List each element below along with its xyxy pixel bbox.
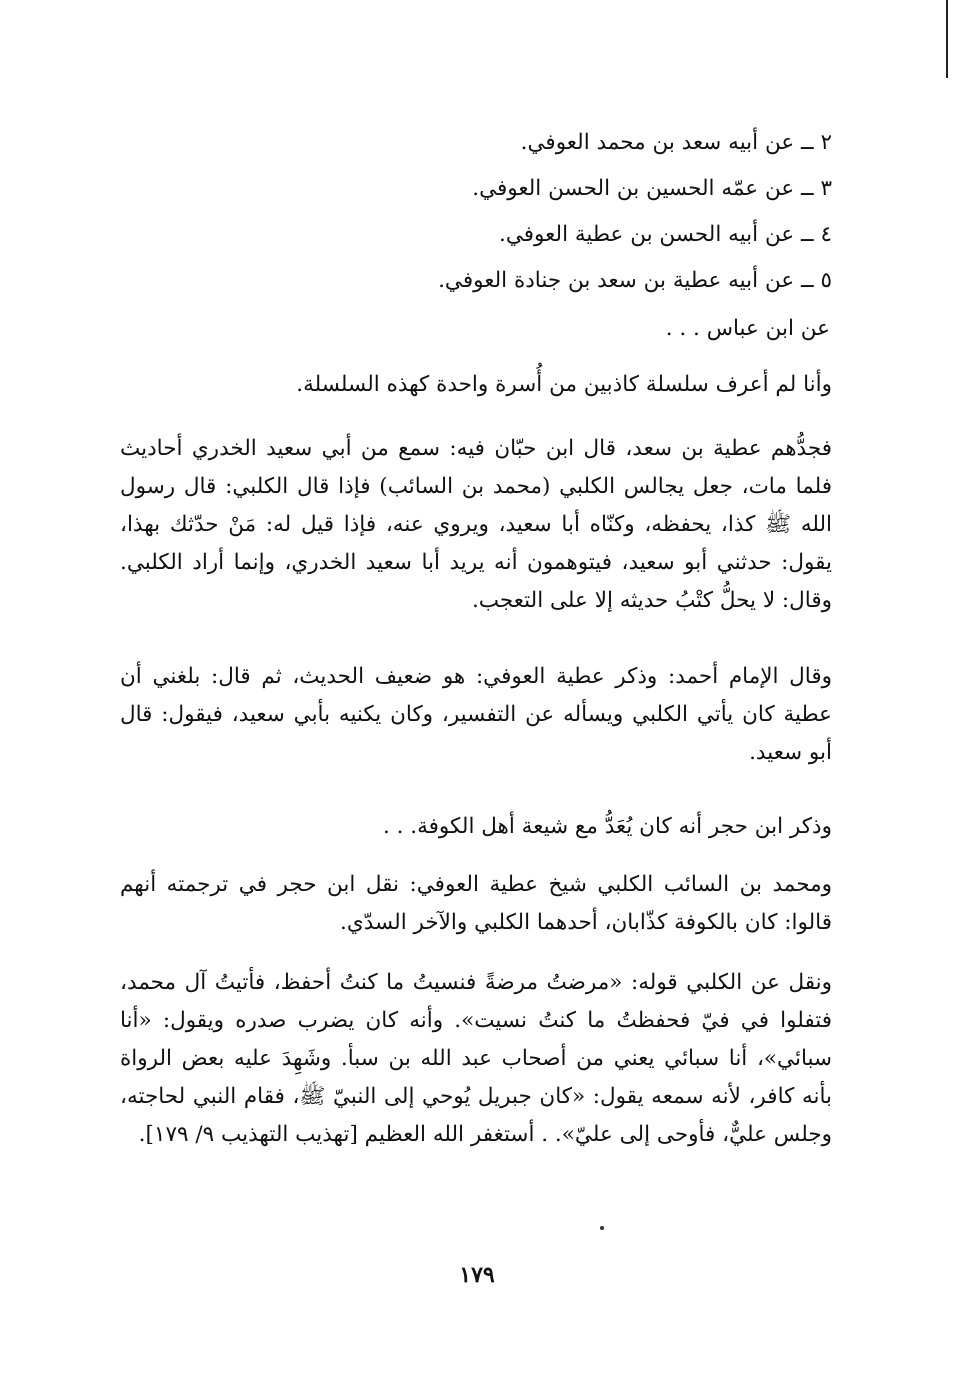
page-number: ١٧٩	[459, 1262, 495, 1288]
ink-dot	[600, 1226, 604, 1230]
paragraph-imam-ahmad: وقال الإمام أحمد: وذكر عطية العوفي: هو ضعيف الحديث، ثم قال: بلغني أن عطية كان يأتي الكلبي ويسأله عن التفسير، وكان يكنيه بأبي سعيد، فيقول: قال أبو سعيد.	[120, 664, 832, 765]
paragraph-family-chain: وأنا لم أعرف سلسلة كاذبين من أُسرة واحدة كهذه السلسلة.	[296, 372, 832, 397]
chain-item-2: ٢ ــ عن أبيه سعد بن محمد العوفي.	[520, 130, 832, 155]
paragraph-kalbi-quote: ونقل عن الكلبي قوله: «مرضتُ مرضةً فنسيتُ ما كنتُ أحفظ، فأتيتُ آل محمد، فتفلوا في فيّ فحفظتُ ما كنتُ نسيت». وأنه كان يضرب صدره ويقول: «أنا سبائي»، أنا سبائي يعني من أصحاب عبد الله بن سبأ. وشَهِدَ عليه بعض الرواة بأنه كافر، لأنه سمعه يقول: «كان جبريل يُوحي إلى النبيّ ﷺ، فقام النبي لحاجته، وجلس عليٌّ، فأوحى إلى عليّ». . أستغفر الله العظيم [تهذيب التهذيب ٩/ ١٧٩].	[120, 970, 832, 1147]
paragraph-ibn-hibban: فجدُّهم عطية بن سعد، قال ابن حبّان فيه: سمع من أبي سعيد الخدري أحاديث فلما مات، جعل يجالس الكلبي (محمد بن السائب) فإذا قال الكلبي: قال رسول الله ﷺ كذا، يحفظه، وكنّاه أبا سعيد، ويروي عنه، فإذا قيل له: مَنْ حدّثك بهذا، يقول: حدثني أبو سعيد، فيتوهمون أنه يريد أبا سعيد الخدري، وإنما أراد الكلبي. وقال: لا يحلُّ كتْبُ حديثه إلا على التعجب.	[120, 436, 832, 613]
chain-item-4: ٤ ــ عن أبيه الحسن بن عطية العوفي.	[499, 222, 832, 247]
page-edge-line	[946, 0, 948, 78]
chain-item-3: ٣ ــ عن عمّه الحسين بن الحسن العوفي.	[472, 176, 832, 201]
ibn-abbas-line: عن ابن عباس . . .	[665, 316, 830, 341]
paragraph-muhammad-ibn-saib: ومحمد بن السائب الكلبي شيخ عطية العوفي: نقل ابن حجر في ترجمته أنهم قالوا: كان بالكوفة كذّابان، أحدهما الكلبي والآخر السدّي.	[120, 872, 832, 935]
paragraph-ibn-hajar: وذكر ابن حجر أنه كان يُعَدُّ مع شيعة أهل الكوفة. . .	[382, 814, 832, 839]
chain-item-5: ٥ ــ عن أبيه عطية بن سعد بن جنادة العوفي.	[438, 268, 832, 293]
